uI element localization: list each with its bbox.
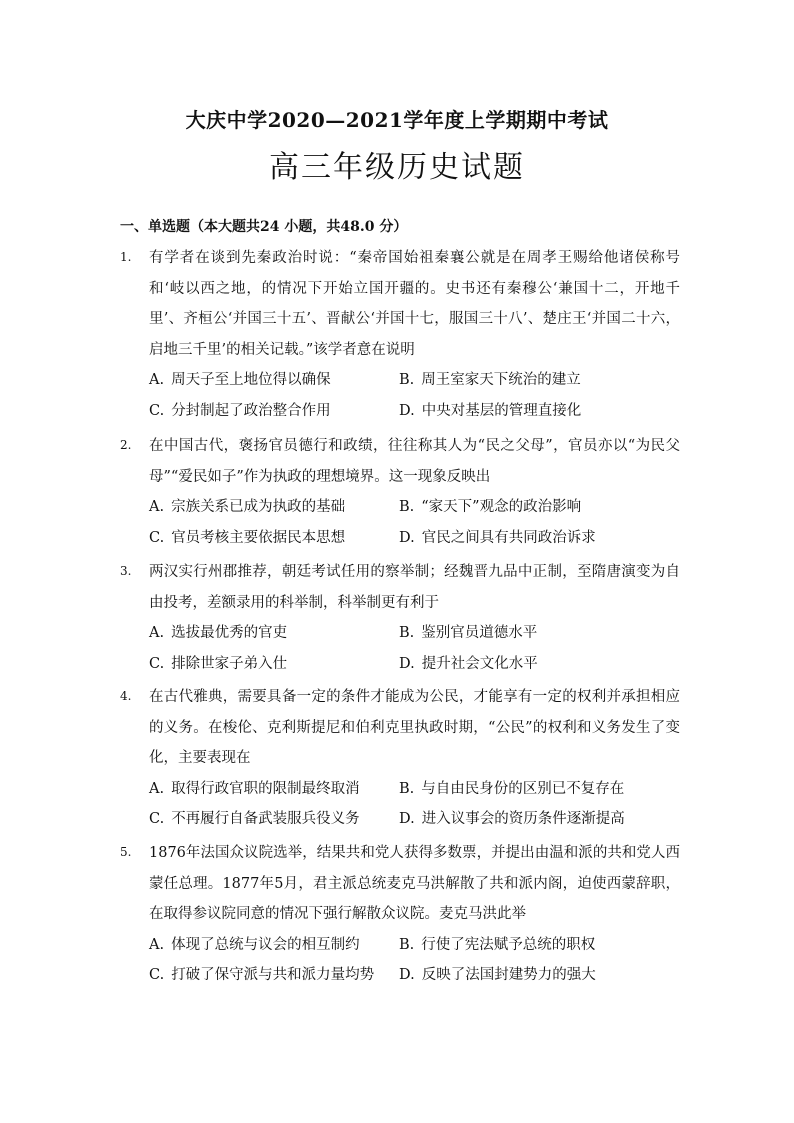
option-letter: B.: [399, 625, 415, 641]
option-text: 宗族关系已成为执政的基础: [171, 499, 346, 515]
option-text: 选拔最优秀的官吏: [171, 625, 288, 641]
option-text: 取得行政官职的限制最终取消: [171, 780, 360, 797]
question-3: [120, 564, 680, 679]
section-title: 一、单选题（本大题共24 小题，共48.0 分）: [120, 219, 408, 235]
option-d: [399, 960, 699, 991]
option-letter: A.: [149, 625, 165, 641]
option-letter: D.: [399, 811, 415, 827]
option-text: 周王室家天下统治的建立: [421, 372, 581, 388]
options: [149, 618, 680, 679]
options: [149, 492, 680, 553]
option-letter: B.: [399, 372, 415, 388]
option-text: 提升社会文化水平: [421, 655, 538, 672]
option-a: [149, 618, 399, 649]
question-stem: 在中国古代，褒扬官员德行和政绩，往往称其人为“民之父母”，官员亦以“为民父母”“爱民如子”作为执政的理想境界。这一现象反映出: [149, 438, 680, 485]
option-letter: A.: [149, 499, 165, 515]
option-b: [399, 365, 699, 396]
question-stem: 有学者在谈到先秦政治时说：“秦帝国始祖秦襄公就是在周孝王赐给他诸侯称号和‘岐以西之地，的情况下开始立国开疆的。史书还有秦穆公‘兼国十二，开地千里’、齐桓公‘并国三十五’、晋献公‘并国十七，服国三十八’、楚庄王‘并国二十六，启地三千里’的相关记载。”该学者意在说明: [149, 250, 680, 358]
option-letter: C.: [149, 529, 165, 546]
exam-header: 大庆中学2020—2021学年度上学期期中考试: [185, 108, 609, 132]
option-b: [399, 492, 699, 523]
option-text: “家天下”观念的政治影响: [421, 499, 582, 515]
option-text: 官民之间具有共同政治诉求: [421, 529, 596, 546]
option-text: 打破了保守派与共和派力量均势: [171, 967, 375, 983]
option-letter: B.: [399, 936, 415, 953]
option-a: [149, 774, 399, 805]
question-4: [120, 689, 680, 835]
options: [149, 930, 680, 991]
option-letter: B.: [399, 780, 415, 797]
exam-title: 高三年级历史试题: [269, 150, 525, 185]
option-a: [149, 930, 399, 961]
question-1: [120, 250, 680, 426]
options: [149, 774, 680, 835]
option-letter: A.: [149, 372, 165, 388]
option-d: [399, 804, 699, 835]
option-d: [399, 523, 699, 554]
question-2: [120, 438, 680, 553]
option-b: [399, 774, 699, 805]
option-letter: D.: [399, 402, 415, 419]
option-letter: C.: [149, 655, 165, 672]
option-text: 中央对基层的管理直接化: [421, 402, 582, 419]
option-letter: B.: [399, 499, 415, 515]
option-c: [149, 960, 399, 991]
option-c: [149, 396, 399, 427]
option-letter: D.: [399, 655, 415, 672]
option-text: 进入议事会的资历条件逐渐提高: [421, 811, 625, 827]
question-number: 2.: [120, 438, 132, 452]
option-text: 分封制起了政治整合作用: [171, 402, 331, 419]
question-5: [120, 845, 680, 991]
option-b: [399, 618, 699, 649]
option-letter: C.: [149, 967, 165, 983]
question-number: 5.: [120, 845, 132, 859]
option-text: 与自由民身份的区别已不复存在: [421, 780, 625, 797]
option-d: [399, 396, 699, 427]
option-letter: A.: [149, 780, 165, 797]
option-text: 体现了总统与议会的相互制约: [171, 936, 360, 953]
option-text: 不再履行自备武装服兵役义务: [171, 811, 360, 827]
option-text: 周天子至上地位得以确保: [171, 372, 331, 388]
option-c: [149, 523, 399, 554]
question-number: 1.: [120, 250, 132, 264]
option-b: [399, 930, 699, 961]
option-text: 排除世家子弟入仕: [171, 655, 288, 672]
option-d: [399, 649, 699, 680]
option-text: 鉴别官员道德水平: [421, 625, 538, 641]
question-stem: 在古代雅典，需要具备一定的条件才能成为公民，才能享有一定的权利并承担相应的义务。在梭伦、克利斯提尼和伯利克里执政时期，“公民”的权利和义务发生了变化，主要表现在: [149, 689, 680, 766]
options: [149, 365, 680, 426]
option-letter: D.: [399, 529, 415, 546]
question-number: 3.: [120, 564, 132, 578]
option-c: [149, 649, 399, 680]
question-number: 4.: [120, 689, 132, 703]
option-letter: C.: [149, 402, 165, 419]
option-c: [149, 804, 399, 835]
option-letter: A.: [149, 936, 165, 953]
option-letter: C.: [149, 811, 165, 827]
option-text: 反映了法国封建势力的强大: [421, 967, 596, 983]
question-stem: 1876年法国众议院选举，结果共和党人获得多数票，并提出由温和派的共和党人西蒙任总理。1877年5月，君主派总统麦克马洪解散了共和派内阁，迫使西蒙辞职，在取得参议院同意的情况下强行解散众议院。麦克马洪此举: [149, 845, 680, 922]
option-letter: D.: [399, 967, 415, 983]
option-a: [149, 365, 399, 396]
question-stem: 两汉实行州郡推荐，朝廷考试任用的察举制；经魏晋九品中正制，至隋唐演变为自由投考，差额录用的科举制，科举制更有利于: [149, 564, 680, 611]
option-text: 官员考核主要依据民本思想: [171, 529, 346, 546]
option-a: [149, 492, 399, 523]
option-text: 行使了宪法赋予总统的职权: [421, 936, 596, 953]
